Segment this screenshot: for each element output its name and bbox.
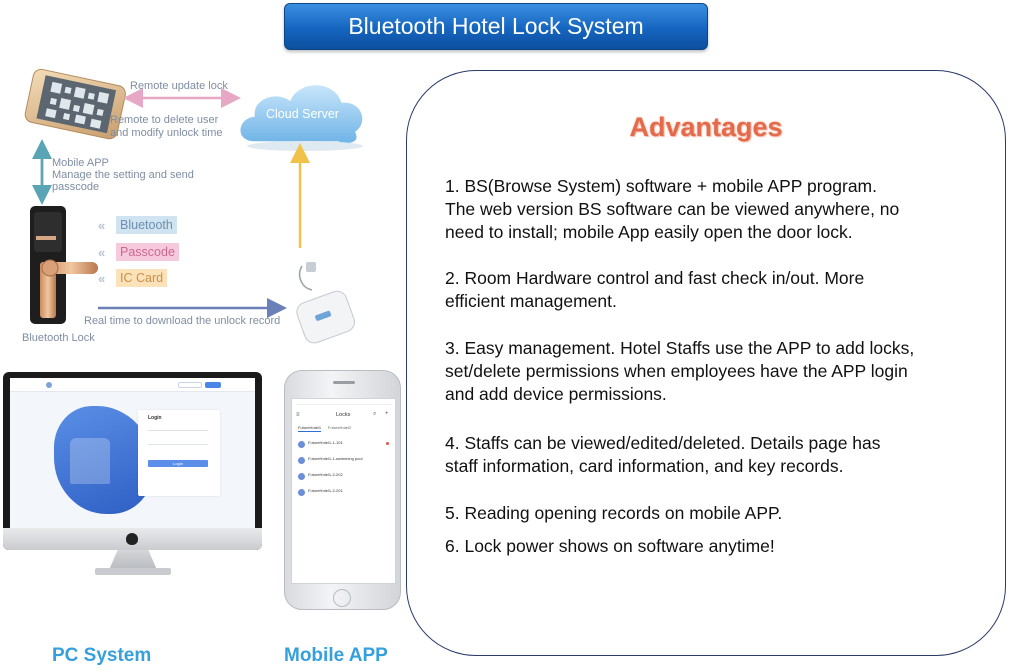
room-name: FutureHotel1-2-202 <box>308 472 343 477</box>
lock-icon <box>298 489 305 496</box>
mobile-app-note-2: Manage the setting and send <box>52 169 194 181</box>
advantages-panel <box>406 70 1006 656</box>
remote-delete-label-1: Remote to delete user <box>110 114 219 126</box>
advantage-line: The web version BS software can be viewed anywhere, no <box>445 199 900 219</box>
advantage-line: and add device permissions. <box>445 384 667 404</box>
lock-icon <box>298 457 305 464</box>
room-name: FutureHotel1-1-swimming pool <box>308 456 363 461</box>
advantage-item-4 <box>445 432 990 478</box>
search-icon[interactable]: ⌕ <box>373 411 377 417</box>
remote-update-label: Remote update lock <box>130 80 228 92</box>
advantage-line: 1. BS(Browse System) software + mobile APP program. <box>445 176 877 196</box>
remote-delete-label-2: and modify unlock time <box>110 127 223 139</box>
svg-text:«: « <box>98 218 106 233</box>
advantage-line: set/delete permissions when employees have the APP login <box>445 361 908 381</box>
realtime-download-label: Real time to download the unlock record <box>84 315 281 327</box>
page-title: Bluetooth Hotel Lock System <box>348 13 644 39</box>
card-reader-image <box>294 262 357 346</box>
room-name: FutureHotel1-1-101 <box>308 440 343 445</box>
phone-header: Locks <box>336 412 351 418</box>
advantage-item-2 <box>445 267 990 313</box>
advantages-heading: Advantages <box>629 112 783 142</box>
phone-screen <box>291 398 396 584</box>
pc-system-label: PC System <box>52 645 152 666</box>
home-button[interactable] <box>333 589 351 607</box>
advantage-item-5 <box>445 502 990 525</box>
advantage-line: 3. Easy management. Hotel Staffs use the APP to add locks, <box>445 338 915 358</box>
apple-logo-icon <box>126 533 138 545</box>
pc-password-field[interactable] <box>148 440 208 445</box>
mobile-phone <box>284 370 401 610</box>
lock-icon <box>298 441 305 448</box>
list-item[interactable] <box>298 455 393 469</box>
mode-tag-bluetooth: Bluetooth <box>116 216 177 234</box>
advantage-line: 5. Reading opening records on mobile APP. <box>445 503 783 523</box>
mobile-app-note-1: Mobile APP <box>52 157 109 169</box>
menu-icon[interactable]: ≡ <box>296 412 300 418</box>
building-image <box>70 438 110 484</box>
mobile-app-note-3: passcode <box>52 181 100 193</box>
list-item[interactable] <box>298 487 393 501</box>
room-name: FutureHotel1-2-201 <box>308 488 343 493</box>
pc-logo-icon <box>46 382 52 388</box>
list-item[interactable] <box>298 439 393 453</box>
advantage-line: 6. Lock power shows on software anytime! <box>445 536 775 556</box>
status-dot-icon <box>386 442 389 445</box>
mode-tag-passcode: Passcode <box>116 243 179 261</box>
advantage-line: efficient management. <box>445 291 617 311</box>
door-lock-image <box>30 206 98 324</box>
advantage-line: 4. Staffs can be viewed/edited/deleted. Details page has <box>445 433 881 453</box>
svg-text:«: « <box>98 271 106 286</box>
phone-tab-1[interactable]: FutureHotel1 <box>298 425 322 430</box>
advantage-line: staff information, card information, and key records. <box>445 456 844 476</box>
bluetooth-lock-label: Bluetooth Lock <box>22 332 95 344</box>
phone-tab-2[interactable]: FutureHotel2 <box>328 425 352 430</box>
advantage-item-1 <box>445 175 990 244</box>
mode-tag-iccard: IC Card <box>116 269 167 287</box>
advantage-item-6 <box>445 535 990 558</box>
advantage-line: need to install; mobile App easily open the door lock. <box>445 222 853 242</box>
cloud-server-label: Cloud Server <box>266 107 339 121</box>
advantage-item-3 <box>445 337 990 406</box>
add-icon[interactable]: + <box>385 411 389 417</box>
pc-username-field[interactable] <box>148 426 208 431</box>
svg-text:«: « <box>98 245 106 260</box>
login-title: Login <box>148 415 162 421</box>
pc-monitor <box>3 372 262 578</box>
pc-login-button[interactable]: Login <box>148 460 208 467</box>
mobile-app-label: Mobile APP <box>284 645 388 666</box>
advantage-line: 2. Room Hardware control and fast check in/out. More <box>445 268 865 288</box>
login-card <box>138 410 220 496</box>
lock-icon <box>298 473 305 480</box>
pc-screen <box>10 378 255 528</box>
list-item[interactable] <box>298 471 393 485</box>
